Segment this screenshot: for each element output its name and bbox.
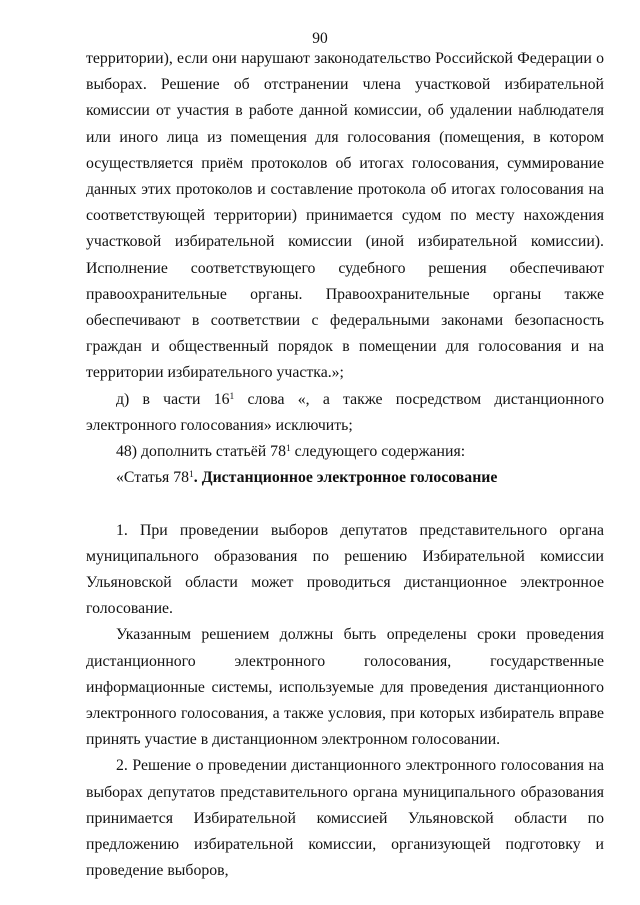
superscript: 1 <box>189 470 194 481</box>
paragraph-text: слова «, а также посредством дистанционного электронного голосования» исключить; <box>86 390 604 434</box>
article-heading-title: Дистанционное электронное голосование <box>201 469 498 487</box>
document-body <box>86 46 604 884</box>
paragraph-text: 48) дополнить статьёй 78 <box>116 443 286 461</box>
paragraph-court-ruling: территории), если они нарушают законодательство Российской Федерации о выборах. Решение об отстранении члена участковой избирательной комиссии от участия в работе данной комиссии, об удалении наблюдателя или иного лица из помещения для голосования (помещения, в котором осуществляется приём протоколов об итогах голосования, суммирование данных этих протоколов и составление протокола об итогах голосования на соответствующей территории) принимается судом по месту нахождения участковой избирательной комиссии (иной избирательной комиссии). Исполнение соответствующего судебного решения обеспечивают правоохранительные органы. Правоохранительные органы также обеспечивают в соответствии с федеральными законами безопасность граждан и общественный порядок в помещении для голосования и на территории избирательного участка.»; <box>86 50 604 382</box>
page-number: 90 <box>312 30 328 47</box>
paragraph-clause-1-details: Указанным решением должны быть определены сроки проведения дистанционного электронного голосования, государственные информационные системы, используемые для проведения дистанционного электронного голосования, а также условия, при которых избиратель вправе принять участие в дистанционном электронном голосовании. <box>86 626 604 749</box>
article-heading-prefix: «Статья 78 <box>116 469 190 487</box>
paragraph-clause-2: 2. Решение о проведении дистанционного электронного голосования на выборах депутатов представительного органа муниципального образования принимается Избирательной комиссией Ульяновской области по предложению избирательной комиссии, организующей подготовку и проведение выборов, <box>86 757 604 880</box>
paragraph-clause-1: 1. При проведении выборов депутатов представительного органа муниципального образования по решению Избирательной комиссии Ульяновской области может проводиться дистанционное электронное голосование. <box>86 521 604 618</box>
superscript: 1 <box>229 391 235 402</box>
paragraph-text: следующего содержания: <box>290 443 466 461</box>
paragraph-item-48 <box>86 439 604 465</box>
paragraph-part-16-amendment <box>86 387 604 439</box>
blank-line <box>86 491 604 517</box>
superscript: 1 <box>285 444 291 455</box>
article-heading-dot: . <box>193 469 202 487</box>
article-heading <box>86 465 604 491</box>
paragraph-text: д) в части 16 <box>116 390 230 408</box>
